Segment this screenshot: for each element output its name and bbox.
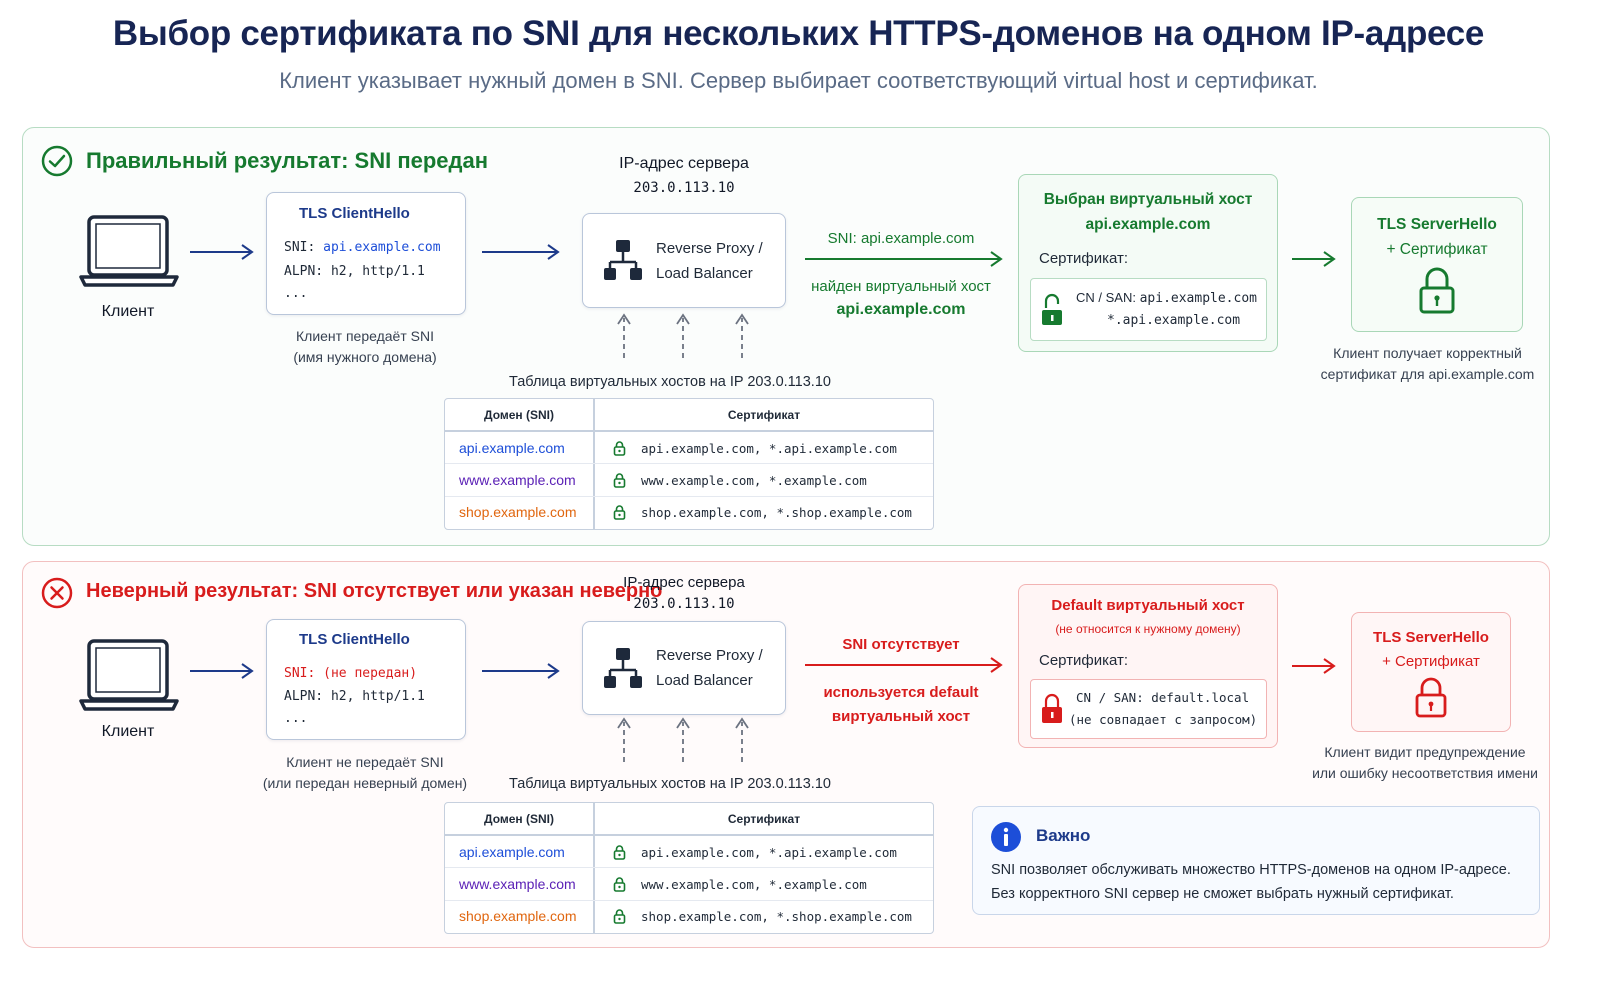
client-caption: Клиент не передаёт SNI (или передан неверный домен) — [262, 754, 468, 791]
table-row: www.example.com www.example.com, *.example.com — [459, 876, 867, 892]
lock-icon — [613, 876, 626, 892]
arrow — [1290, 249, 1340, 269]
client-label: Клиент — [101, 723, 155, 740]
bad-heading: Неверный результат: SNI отсутствует или указан неверно — [86, 580, 663, 602]
default-vhost-note: (не относится к нужному домену) — [1055, 622, 1241, 636]
cert-cn: CN / SAN: api.example.com — [1076, 290, 1257, 306]
table-row: shop.example.com shop.example.com, *.shop.example.com — [459, 504, 912, 520]
table-row: www.example.com www.example.com, *.example.com — [459, 472, 867, 488]
client-label: Клиент — [101, 303, 155, 320]
lookup-arrows — [612, 312, 754, 362]
table-row: api.example.com api.example.com, *.api.example.com — [459, 440, 897, 456]
client-hello-title: TLS ClientHello — [299, 205, 410, 222]
info-icon — [990, 821, 1022, 853]
arrow — [188, 661, 258, 681]
vhost-table — [444, 398, 934, 530]
cert-label: Сертификат: — [1039, 250, 1129, 267]
lock-icon — [1041, 692, 1063, 726]
vhost-table-caption: Таблица виртуальных хостов на IP 203.0.113.10 — [509, 374, 831, 390]
server-ip: 203.0.113.10 — [633, 596, 735, 612]
proxy-label: Reverse Proxy / Load Balancer — [656, 240, 763, 282]
arrow — [188, 242, 258, 262]
lock-icon — [1415, 678, 1447, 718]
proxy-label: Reverse Proxy / Load Balancer — [656, 647, 763, 689]
network-icon — [603, 238, 643, 284]
server-hello-box — [1351, 197, 1523, 332]
x-circle-icon — [41, 577, 73, 609]
sni-missing-label: SNI отсутствует — [842, 636, 960, 653]
client-hello-more: ... — [284, 711, 308, 726]
selected-vhost-title: Выбран виртуальный хост api.example.com — [1043, 191, 1253, 233]
laptop-icon — [79, 215, 179, 289]
lookup-arrows — [612, 716, 754, 766]
client-hello-sni: SNI: (не передан) — [284, 666, 418, 681]
default-vhost-label: используется default виртуальный хост — [823, 684, 979, 725]
server-ip-label: IP-адрес сервера — [623, 574, 745, 591]
default-vhost-box — [1018, 584, 1278, 748]
lock-icon — [613, 472, 626, 488]
cert-mismatch: (не совпадает с запросом) — [1069, 712, 1258, 727]
cert-san: *.api.example.com — [1107, 313, 1241, 328]
client-hello-alpn: ALPN: h2, http/1.1 — [284, 264, 425, 279]
arrow — [480, 661, 565, 681]
client-hello-box — [266, 619, 466, 740]
info-text: SNI позволяет обслуживать множество HTTPS-доменов на одном IP-адресе. Без корректного SNI сервер не сможет выбрать нужный сертификат. — [991, 862, 1511, 902]
vhost-found-label: найден виртуальный хост api.example.com — [811, 278, 991, 318]
lock-icon — [613, 504, 626, 520]
lock-icon — [613, 844, 626, 860]
selected-vhost-box — [1018, 174, 1278, 352]
vhost-table-caption: Таблица виртуальных хостов на IP 203.0.113.10 — [509, 776, 831, 792]
page-title: Выбор сертификата по SNI для нескольких HTTPS-доменов на одном IP-адресе — [112, 14, 1485, 53]
network-icon — [603, 646, 643, 692]
client-hello-more: ... — [284, 286, 308, 301]
cert-label: Сертификат: — [1039, 652, 1129, 669]
laptop-icon — [79, 639, 179, 713]
reverse-proxy-box — [582, 213, 786, 308]
col-cert: Сертификат — [727, 408, 801, 422]
cert-cn: CN / SAN: default.local — [1076, 690, 1250, 705]
check-circle-icon — [41, 145, 73, 177]
info-box — [972, 806, 1540, 915]
client-hello-box — [266, 192, 466, 315]
lock-icon — [613, 908, 626, 924]
server-hello-title: TLS ServerHello + Сертификат — [1373, 629, 1489, 670]
arrow — [1290, 656, 1340, 676]
vhost-table — [444, 802, 934, 934]
lock-icon — [1419, 268, 1455, 314]
cert-box — [1030, 679, 1267, 739]
lock-icon — [1041, 293, 1063, 327]
lock-icon — [613, 440, 626, 456]
arrow — [803, 249, 1008, 269]
arrow — [480, 242, 565, 262]
client-hello-alpn: ALPN: h2, http/1.1 — [284, 689, 425, 704]
col-domain: Домен (SNI) — [484, 812, 554, 826]
server-ip-label: IP-адрес сервера — [619, 155, 749, 172]
info-title: Важно — [1036, 826, 1091, 845]
ok-heading: Правильный результат: SNI передан — [86, 148, 489, 173]
arrow — [803, 655, 1008, 675]
cert-box — [1030, 278, 1267, 341]
result-caption: Клиент видит предупреждение или ошибку несоответствия имени — [1312, 744, 1538, 781]
client-hello-title: TLS ClientHello — [299, 631, 410, 648]
server-hello-title: TLS ServerHello + Сертификат — [1377, 216, 1497, 258]
client-caption: Клиент передаёт SNI (имя нужного домена) — [293, 328, 437, 365]
col-cert: Сертификат — [727, 812, 801, 826]
client-hello-sni: SNI: api.example.com — [284, 240, 441, 255]
server-hello-box — [1351, 612, 1511, 732]
table-row: shop.example.com shop.example.com, *.shop.example.com — [459, 908, 912, 924]
table-row: api.example.com api.example.com, *.api.example.com — [459, 844, 897, 860]
default-vhost-title: Default виртуальный хост — [1051, 597, 1245, 614]
reverse-proxy-box — [582, 621, 786, 715]
page-subtitle: Клиент указывает нужный домен в SNI. Сервер выбирает соответствующий virtual host и сертификат. — [279, 68, 1318, 93]
server-ip: 203.0.113.10 — [633, 180, 735, 196]
col-domain: Домен (SNI) — [484, 408, 554, 422]
sni-arrow-label: SNI: api.example.com — [827, 230, 975, 247]
result-caption: Клиент получает корректный сертификат для api.example.com — [1320, 345, 1535, 382]
